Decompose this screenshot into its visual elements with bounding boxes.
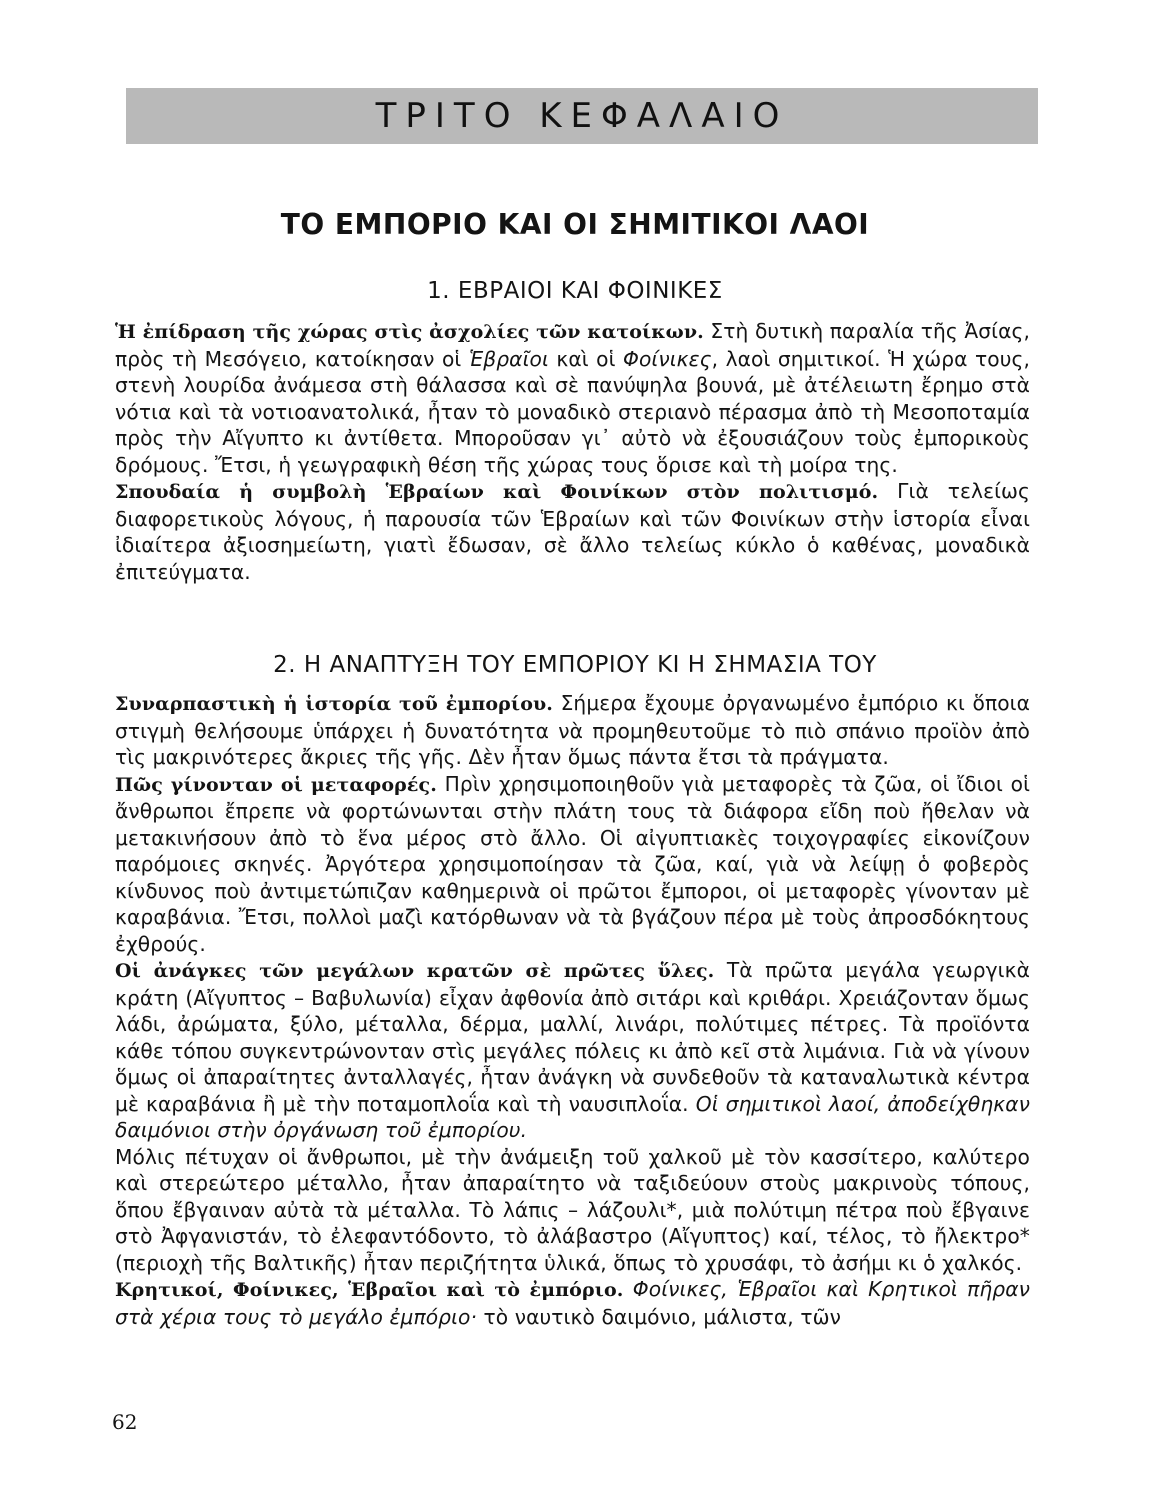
paragraph <box>115 1144 1030 1277</box>
section-1-body <box>115 318 1030 585</box>
chapter-label: ΤΡΙΤΟ ΚΕΦΑΛΑΙΟ <box>375 96 789 136</box>
text: τὸ ναυτικὸ δαιμόνιο, μάλιστα, τῶν <box>476 1304 841 1329</box>
text: Γιὰ τελείως διαφορετικοὺς λόγους, ἡ παρουσία τῶν Ἑβραίων καὶ τῶν Φοινίκων στὴν ἱστορία εἶναι ἰδιαίτερα ἀξιοσημείωτη, γιατὶ ἔδωσαν, σὲ ἄλλο τελείως κύκλο ὁ καθένας, μοναδικὰ ἐπιτεύγματα. <box>115 479 1030 584</box>
section-heading-2: 2. Η ΑΝΑΠΤΥΞΗ ΤΟΥ ΕΜΠΟΡΙΟΥ ΚΙ Η ΣΗΜΑΣΙΑ ΤΟΥ <box>273 652 877 678</box>
paragraph <box>115 957 1030 1144</box>
text: Πρὶν χρησιμοποιηθοῦν γιὰ μεταφορὲς τὰ ζῶα, οἱ ἴδιοι οἱ ἄνθρωποι ἔπρεπε νὰ φορτώνωνται στὴν πλάτη τους τὰ διάφορα εἴδη ποὺ ἤθελαν νὰ μετακινήσουν ἀπὸ τὸ ἕνα μέρος στὸ ἄλλο. Οἱ αἰγυπτιακὲς τοιχογραφίες εἰκονίζουν παρόμοιες σκηνές. Ἀργότερα χρησιμοποίησαν τὰ ζῶα, καί, γιὰ νὰ λείψῃ ὁ φοβερὸς κίνδυνος ποὺ ἀντιμετώπιζαν καθημερινὰ οἱ πρῶτοι ἔμποροι, οἱ μεταφορὲς γίνονταν μὲ καραβάνια. Ἔτσι, πολλοὶ μαζὶ κατόρθωναν νὰ τὰ βγάζουν πέρα μὲ τοὺς ἀπροσδόκητους ἐχθρούς. <box>115 771 1031 956</box>
paragraph-lead: Συναρπαστικὴ ἡ ἱστορία τοῦ ἐμπορίου. <box>115 693 553 715</box>
paragraph <box>115 318 1030 478</box>
paragraph <box>115 690 1030 771</box>
paragraph-lead: Κρητικοί, Φοίνικες, Ἑβραῖοι καὶ τὸ ἐμπόριο. <box>115 1279 624 1301</box>
paragraph-lead: Οἱ ἀνάγκες τῶν μεγάλων κρατῶν σὲ πρῶτες ὕλες. <box>115 960 715 982</box>
paragraph <box>115 478 1030 585</box>
text: Τὰ πρῶτα μεγάλα γεωργικὰ κράτη (Αἴγυπτος – Βαβυλωνία) εἶχαν ἀφθονία ἀπὸ σιτάρι καὶ κριθάρι. Χρειάζονταν ὅμως λάδι, ἀρώματα, ξύλο, μέταλλα, δέρμα, μαλλί, λινάρι, πολύτιμες πέτρες. Τὰ προϊόντα κάθε τόπου συγκεντρώνονταν στὶς μεγάλες πόλεις κι ἀπὸ κεῖ στὰ λιμάνια. Γιὰ νὰ γίνουν ὅμως οἱ ἀπαραίτητες ἀνταλλαγές, ἦταν ἀνάγκη νὰ συνδεθοῦν τὰ καταναλωτικὰ κέντρα μὲ καραβάνια ἢ μὲ τὴν ποταμοπλοΐα καὶ τὴ ναυσιπλοΐα. <box>115 958 1031 1116</box>
italic-text: Φοίνικες <box>622 346 712 371</box>
text: , λαοὶ σημιτικοί. Ἡ χώρα τους, στενὴ λουρίδα ἀνάμεσα στὴ θάλασσα καὶ σὲ πανύψηλα βουνά, μὲ ἀτέλειωτη ἔρημο στὰ νότια καὶ τὰ νοτιοανατολικά, ἦταν τὸ μοναδικὸ στεριανὸ πέρασμα ἀπὸ τὴ Μεσοποταμία πρὸς τὴν Αἴγυπτο κι ἀντίθετα. Μποροῦσαν γι᾿ αὐτὸ νὰ ἐξουσιάζουν τοὺς ἐμπορικοὺς δρόμους. Ἔτσι, ἡ γεωγραφικὴ θέση τῆς χώρας τους ὅρισε καὶ τὴ μοίρα της. <box>115 346 1030 477</box>
section-2-body <box>115 690 1030 1330</box>
page-number: 62 <box>112 1410 138 1434</box>
paragraph-lead: Ἡ ἐπίδραση τῆς χώρας στὶς ἀσχολίες τῶν κατοίκων. <box>115 321 704 343</box>
paragraph-lead: Πῶς γίνονταν οἱ μεταφορές. <box>115 773 437 796</box>
chapter-title: ΤΟ ΕΜΠΟΡΙΟ ΚΑΙ ΟΙ ΣΗΜΙΤΙΚΟΙ ΛΑΟΙ <box>280 208 870 241</box>
section-heading-1: 1. ΕΒΡΑΙΟΙ ΚΑΙ ΦΟΙΝΙΚΕΣ <box>427 278 723 304</box>
text: Στὴ δυτικὴ παραλία τῆς Ἀσίας, πρὸς τὴ Μεσόγειο, κατοίκησαν οἱ <box>115 319 1030 371</box>
text: Σήμερα ἔχουμε ὀργανωμένο ἐμπόριο κι ὅποια στιγμὴ θελήσουμε ὑπάρχει ἡ δυνατότητα νὰ προμηθευτοῦμε τὸ πιὸ σπάνιο προϊὸν ἀπὸ τὶς μακρινότερες ἄκριες τῆς γῆς. Δὲν ἦταν ὅμως πάντα ἔτσι τὰ πράγματα. <box>115 691 1030 769</box>
paragraph-lead: Σπουδαία ἡ συμβολὴ Ἑβραίων καὶ Φοινίκων στὸν πολιτισμό. <box>115 481 879 503</box>
text <box>623 1277 632 1301</box>
text: Μόλις πέτυχαν οἱ ἄνθρωποι, μὲ τὴν ἀνάμειξη τοῦ χαλκοῦ μὲ τὸν κασσίτερο, καλύτερο καὶ στερεώτερο μέταλλο, ἦταν ἀπαραίτητο νὰ ταξιδεύουν στοὺς μακρινοὺς τόπους, ὅπου ἔβγαιναν αὐτὰ τὰ μέταλλα. Τὸ λάπις – λάζουλι*, μιὰ πολύτιμη πέτρα ποὺ ἔβγαινε στὸ Ἀφγανιστάν, τὸ ἐλεφαντόδοντο, τὸ ἀλάβαστρο (Αἴγυπτος) καί, τέλος, τὸ ἤλεκτρο* (περιοχὴ τῆς Βαλτικῆς) ἦταν περιζήτητα ὑλικά, ὅπως τὸ χρυσάφι, τὸ ἀσήμι κι ὁ χαλκός. <box>115 1144 1030 1275</box>
paragraph <box>115 771 1030 958</box>
italic-text: Οἱ σημιτικοὶ λαοί, ἀποδείχθηκαν δαιμόνιοι στὴν ὀργάνωση τοῦ ἐμπορίου. <box>115 1091 1030 1142</box>
chapter-banner <box>126 88 1038 144</box>
italic-text: Φοίνικες, Ἑβραῖοι καὶ Κρητικοὶ πῆραν στὰ χέρια τους τὸ μεγάλο ἐμπόριο· <box>115 1277 1030 1329</box>
italic-text: Ἑβραῖοι <box>468 346 549 371</box>
text: καὶ οἱ <box>548 346 623 371</box>
paragraph <box>115 1276 1030 1330</box>
